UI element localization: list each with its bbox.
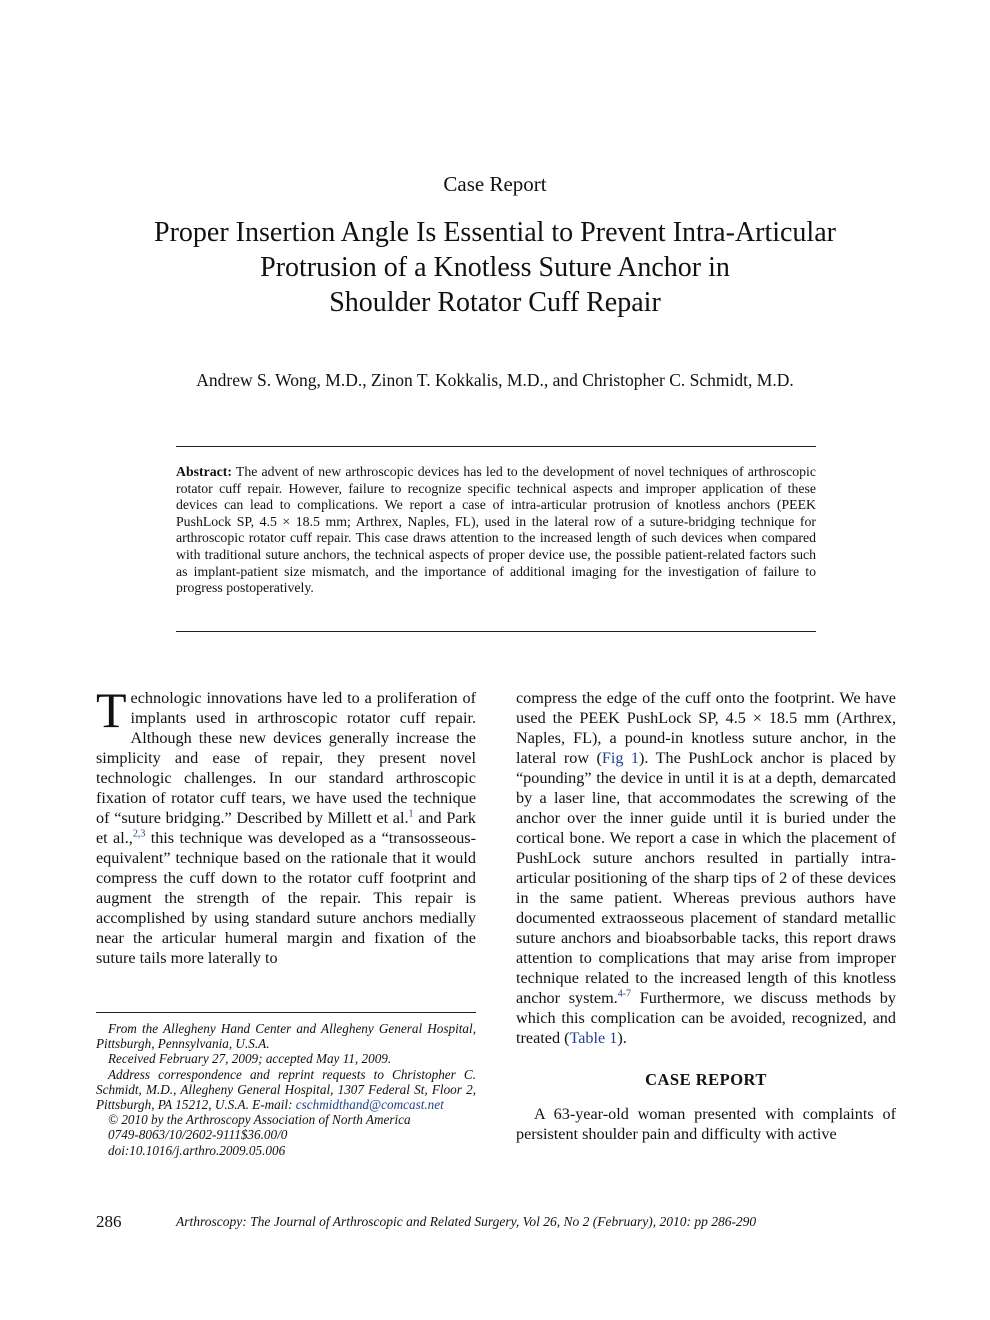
citation-ref[interactable]: 1	[408, 808, 414, 820]
abstract-top-rule	[176, 446, 816, 447]
footnote-received: Received February 27, 2009; accepted May 11, 2009.	[108, 1051, 392, 1067]
figure-link[interactable]: Fig 1	[601, 749, 640, 767]
email-link[interactable]: cschmidthand@comcast.net	[295, 1097, 444, 1113]
footnote-affiliation: From the Allegheny Hand Center and Allegheny General Hospital, Pittsburgh, Pennsylvania, U.S.A.	[96, 1021, 476, 1052]
intro-paragraph-continued	[516, 688, 896, 1048]
article-title	[95, 215, 895, 320]
abstract-label: Abstract:	[176, 464, 232, 479]
citation-ref[interactable]: 4-7	[617, 988, 632, 1000]
paragraph-text: and Park et al.,	[96, 809, 477, 847]
citation-ref[interactable]: 2,3	[132, 828, 146, 840]
footnote-correspondence	[96, 1067, 476, 1113]
abstract-bottom-rule	[176, 631, 816, 632]
footnote-doi: doi:10.1016/j.arthro.2009.05.006	[108, 1142, 286, 1158]
page-number: 286	[96, 1212, 122, 1231]
paragraph-text: Furthermore, we discuss methods by which this complication can be avoided, recognized, and treated (	[516, 989, 896, 1047]
body-column-left	[96, 682, 477, 968]
abstract-text: The advent of new arthroscopic devices has led to the development of novel techniques of arthroscopic rotator cuff repair. However, failure to recognize specific technical aspects and improper application of these devices can lead to complications. We report a case of intra-articular protrusion of knotless anchors (PEEK PushLock SP, 4.5 × 18.5 mm; Arthrex, Naples, FL), used in the lateral row of a suture-bridging technique for arthroscopic rotator cuff repair. This case draws attention to the increased length of such devices when compared with traditional suture anchors, the technical aspects of proper device use, the possible patient-related factors such as implant-patient size mismatch, and the importance of additional imaging for the investigation of failure to progress postoperatively.	[176, 464, 816, 596]
drop-cap: T	[96, 682, 127, 738]
section-label: Case Report	[443, 172, 547, 196]
footnote-text: Address correspondence and reprint requests to Christopher C. Schmidt, M.D., Allegheny General Hospital, 1307 Federal St, Floor 2, Pittsburgh, PA 15212, U.S.A. E-mail:	[96, 1066, 476, 1113]
abstract	[176, 464, 816, 597]
title-line: Protrusion of a Knotless Suture Anchor in	[260, 252, 730, 283]
footnotes	[96, 1021, 476, 1158]
paragraph-text: ).	[617, 1029, 627, 1047]
body-column-right	[516, 688, 896, 1144]
paragraph-text: echnologic innovations have led to a proliferation of implants used in arthroscopic rotator cuff repair. Although these new devices generally increase the simplicity and ease of repair, they present novel technologic challenges. In our standard arthroscopic fixation of rotator cuff tears, we have used the technique of “suture bridging.” Described by Millett et al.	[96, 689, 476, 827]
paragraph-text: ). The PushLock anchor is placed by “pounding” the device in until it is at a depth, demarcated by a laser line, that accommodates the screwing of the anchor over the inner guide until it is buried under the cortical bone. We report a case in which the placement of PushLock suture anchors resulted in partially intra-articular positioning of the sharp tips of 2 of these devices in the same patient. Whereas previous authors have documented extraosseous placement of standard metallic suture anchors and bioabsorbable tacks, this report draws attention to complications that may arise from improper technique related to the increased length of this knotless anchor system.	[516, 749, 896, 1007]
case-paragraph: A 63-year-old woman presented with complaints of persistent shoulder pain and difficulty with active	[516, 1105, 896, 1143]
table-link[interactable]: Table 1	[569, 1029, 618, 1047]
running-footer: Arthroscopy: The Journal of Arthroscopic and Related Surgery, Vol 26, No 2 (February), 2010: pp 286-290	[176, 1214, 757, 1229]
title-line: Shoulder Rotator Cuff Repair	[329, 287, 661, 318]
title-line: Proper Insertion Angle Is Essential to Prevent Intra-Articular	[154, 217, 836, 248]
paragraph-text: compress the edge of the cuff onto the footprint. We have used the PEEK PushLock SP, 4.5 × 18.5 mm (Arthrex, Naples, FL), a pound-in knotless suture anchor, in the lateral row (	[516, 689, 896, 767]
paragraph-text: this technique was developed as a “transosseous-equivalent” technique based on the rationale that it would compress the cuff down to the rotator cuff footprint and augment the strength of the repair. This repair is accomplished by using standard suture anchors medially near the articular humeral margin and fixation of the suture tails more laterally to	[96, 829, 476, 967]
footnote-rule	[96, 1012, 476, 1013]
intro-paragraph	[96, 682, 477, 968]
author-list: Andrew S. Wong, M.D., Zinon T. Kokkalis, M.D., and Christopher C. Schmidt, M.D.	[196, 370, 794, 390]
footnote-issn: 0749-8063/10/2602-9111$36.00/0	[108, 1127, 288, 1143]
footnote-copyright: © 2010 by the Arthroscopy Association of North America	[108, 1112, 411, 1128]
section-heading: CASE REPORT	[645, 1070, 767, 1089]
